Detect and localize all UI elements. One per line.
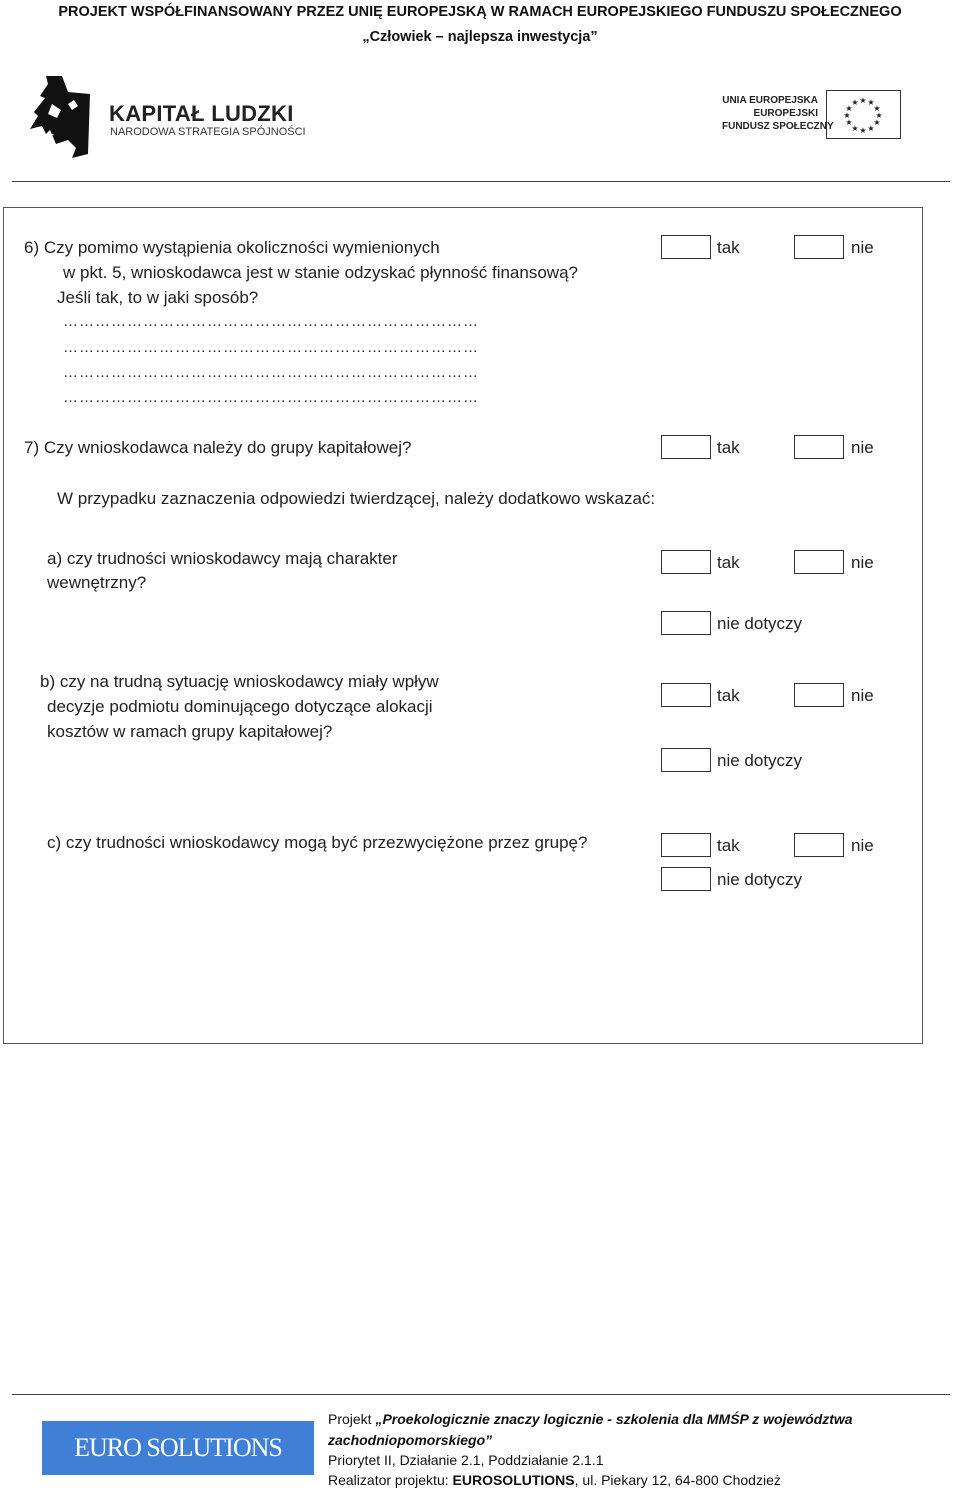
ue-logo-line3: FUNDUSZ SPOŁECZNY [722, 121, 834, 132]
svg-text:★: ★ [845, 104, 853, 113]
qb-line1: b) czy na trudną sytuację wnioskodawcy miały wpływ [40, 672, 439, 691]
q6-answer-line-3[interactable]: …………………………………………………………………… [63, 364, 479, 381]
footer-project-prefix: Projekt [328, 1411, 376, 1427]
q6-answer-line-2[interactable]: …………………………………………………………………… [63, 339, 479, 356]
ue-logo-line2: EUROPEJSKI [753, 108, 818, 119]
qa-yes-label: tak [717, 553, 740, 572]
q7-yes-label: tak [717, 438, 740, 457]
ue-logo-line1: UNIA EUROPEJSKA [722, 95, 818, 106]
eurosolutions-logo: EURO SOLUTIONS [42, 1421, 314, 1475]
q6-answer-line-1[interactable]: …………………………………………………………………… [63, 313, 479, 330]
q6-line1: 6) Czy pomimo wystąpienia okoliczności wymienionych [24, 238, 440, 257]
qb-no-checkbox[interactable] [794, 683, 844, 707]
footer-realizer [328, 1470, 781, 1491]
qc-text: c) czy trudności wnioskodawcy mogą być przezwyciężone przez grupę? [47, 833, 588, 852]
svg-text:★: ★ [851, 124, 859, 133]
qc-no-checkbox[interactable] [794, 833, 844, 857]
kapital-ludzki-title: KAPITAŁ LUDZKI [109, 101, 294, 126]
q6-answer-line-4[interactable]: …………………………………………………………………… [63, 389, 479, 406]
kapital-ludzki-subtitle: NARODOWA STRATEGIA SPÓJNOŚCI [110, 126, 306, 138]
q6-yes-checkbox[interactable] [661, 235, 711, 259]
q6-line2: w pkt. 5, wnioskodawca jest w stanie odzyskać płynność finansową? [63, 263, 578, 282]
svg-text:★: ★ [867, 98, 875, 107]
header-title: PROJEKT WSPÓŁFINANSOWANY PRZEZ UNIĘ EUROPEJSKĄ W RAMACH EUROPEJSKIEGO FUNDUSZU SPOŁECZNEGO [58, 4, 902, 20]
svg-text:★: ★ [875, 111, 883, 120]
svg-text:★: ★ [867, 124, 875, 133]
qb-no-label: nie [851, 686, 874, 705]
kapital-ludzki-logo-icon [28, 74, 93, 159]
q6-line3: Jeśli tak, to w jaki sposób? [57, 288, 259, 307]
header-divider [12, 181, 950, 182]
q7-no-label: nie [851, 438, 874, 457]
svg-text:★: ★ [873, 104, 881, 113]
qa-no-label: nie [851, 553, 874, 572]
footer-realizer-name: EUROSOLUTIONS [452, 1472, 575, 1488]
qa-line1: a) czy trudności wnioskodawcy mają charakter [47, 549, 398, 568]
footer-priority: Priorytet II, Działanie 2.1, Poddziałanie 2.1.1 [328, 1452, 604, 1468]
q7-no-checkbox[interactable] [794, 435, 844, 459]
footer-project-name: „Proekologicznie znaczy logicznie - szkolenia dla MMŚP z województwa [375, 1411, 853, 1427]
eu-flag-icon [826, 90, 901, 139]
qa-na-checkbox[interactable] [661, 611, 711, 635]
svg-text:★: ★ [845, 118, 853, 127]
footer-realizer-prefix: Realizator projektu: [328, 1472, 453, 1488]
footer-project [328, 1409, 853, 1430]
footer-project-name2: zachodniopomorskiego” [328, 1432, 493, 1448]
q6-no-label: nie [851, 238, 874, 257]
qc-na-label: nie dotyczy [717, 870, 803, 889]
svg-text:★: ★ [859, 126, 867, 135]
qb-line3: kosztów w ramach grupy kapitałowej? [47, 722, 333, 741]
qb-line2: decyzje podmiotu dominującego dotyczące alokacji [47, 697, 433, 716]
svg-text:★: ★ [843, 111, 851, 120]
q6-yes-label: tak [717, 238, 740, 257]
svg-text:★: ★ [859, 96, 867, 105]
qb-na-checkbox[interactable] [661, 748, 711, 772]
q6-no-checkbox[interactable] [794, 235, 844, 259]
qb-yes-checkbox[interactable] [661, 683, 711, 707]
qc-yes-label: tak [717, 836, 740, 855]
qb-yes-label: tak [717, 686, 740, 705]
qc-yes-checkbox[interactable] [661, 833, 711, 857]
footer-realizer-address: , ul. Piekary 12, 64-800 Chodzież [574, 1472, 781, 1488]
q7-yes-checkbox[interactable] [661, 435, 711, 459]
qa-line2: wewnętrzny? [47, 573, 147, 592]
qa-yes-checkbox[interactable] [661, 550, 711, 574]
header-slogan: „Człowiek – najlepsza inwestycja” [362, 29, 598, 45]
qb-na-label: nie dotyczy [717, 751, 803, 770]
qa-no-checkbox[interactable] [794, 550, 844, 574]
qc-na-checkbox[interactable] [661, 867, 711, 891]
footer-divider [12, 1394, 950, 1395]
q7-note: W przypadku zaznaczenia odpowiedzi twierdzącej, należy dodatkowo wskazać: [57, 489, 656, 508]
qc-no-label: nie [851, 836, 874, 855]
q7-text: 7) Czy wnioskodawca należy do grupy kapitałowej? [24, 438, 412, 457]
ue-logo-text [722, 94, 834, 133]
svg-text:★: ★ [851, 98, 859, 107]
qa-na-label: nie dotyczy [717, 614, 803, 633]
svg-text:★: ★ [873, 118, 881, 127]
